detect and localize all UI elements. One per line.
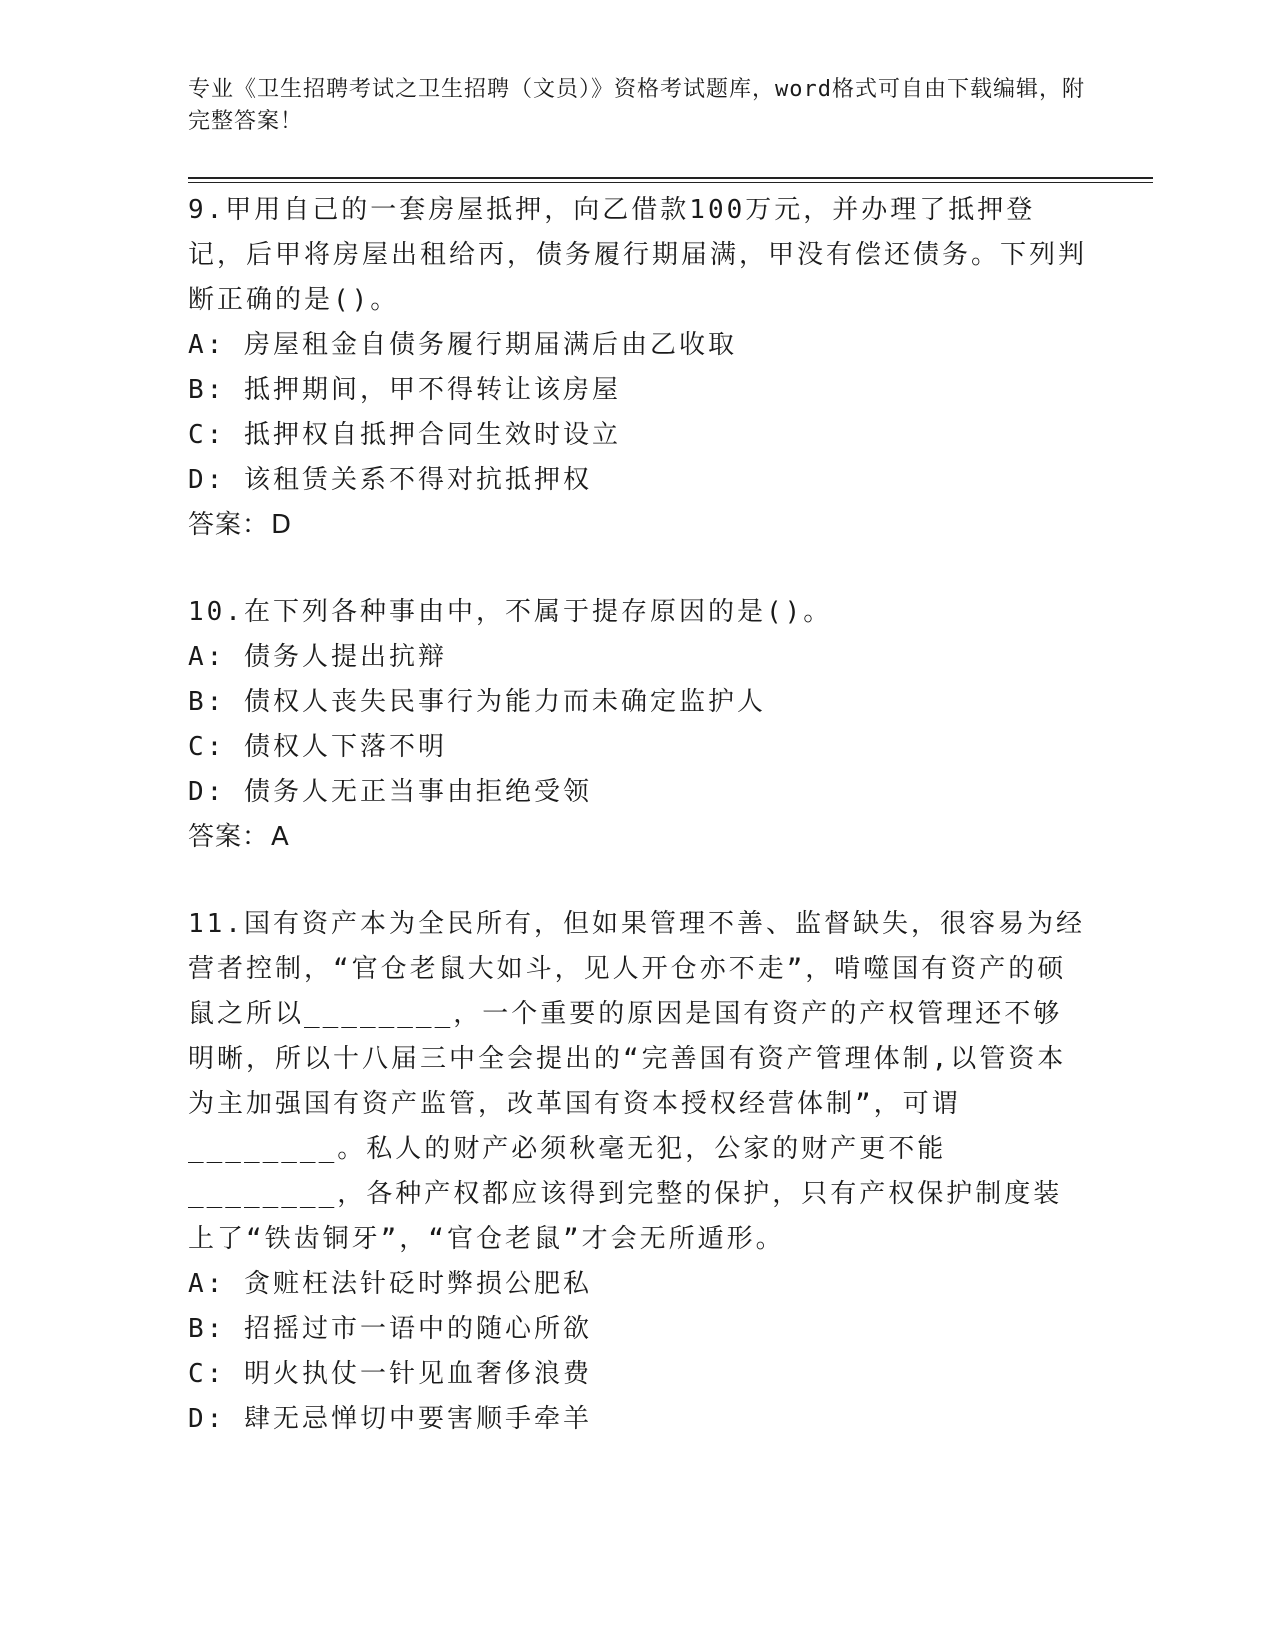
question-9 [188,188,1088,548]
question-text: 10.在下列各种事由中，不属于提存原因的是()。 [188,597,833,627]
option-b: B: 债权人丧失民事行为能力而未确定监护人 [188,687,766,717]
document-header: 专业《卫生招聘考试之卫生招聘（文员）》资格考试题库，word格式可自由下载编辑，附完整答案！ [188,77,1085,134]
answer-line [188,815,1088,860]
option-c: C: 债权人下落不明 [188,732,447,762]
option-c: C: 明火执仗一针见血奢侈浪费 [188,1359,592,1389]
option-a: A: 房屋租金自债务履行期届满后由乙收取 [188,330,737,360]
answer-value: A [271,822,290,852]
question-10 [188,590,1088,860]
answer-value: D [271,510,293,540]
question-11 [188,902,1088,1442]
option-d: D: 债务人无正当事由拒绝受领 [188,777,592,807]
option-d: D: 该租赁关系不得对抗抵押权 [188,465,592,495]
answer-label: 答案： [188,822,270,852]
header-divider-thick [188,177,1153,179]
option-d: D: 肆无忌惮切中要害顺手牵羊 [188,1404,592,1434]
option-c: C: 抵押权自抵押合同生效时设立 [188,420,621,450]
option-b: B: 招摇过市一语中的随心所欲 [188,1314,592,1344]
option-a: A: 债务人提出抗辩 [188,642,447,672]
answer-line [188,503,1088,548]
option-b: B: 抵押期间，甲不得转让该房屋 [188,375,621,405]
question-text: 11.国有资产本为全民所有，但如果管理不善、监督缺失，很容易为经营者控制，“官仓老鼠大如斗，见人开仓亦不走”，啃噬国有资产的硕鼠之所以________，一个重要的原因是国有资产的产权管理还不够明晰，所以十八届三中全会提出的“完善国有资产管理体制,以管资本为主加强国有资产监管，改革国有资本授权经营体制”，可谓________。私人的财产必须秋毫无犯，公家的财产更不能________，各种产权都应该得到完整的保护，只有产权保护制度装上了“铁齿铜牙”，“官仓老鼠”才会无所遁形。 [188,909,1085,1254]
answer-label: 答案： [188,510,270,540]
header-divider-thin [188,182,1153,183]
option-a: A: 贪赃枉法针砭时弊损公肥私 [188,1269,592,1299]
question-list [188,188,1088,1442]
question-text: 9.甲用自己的一套房屋抵押，向乙借款100万元，并办理了抵押登记，后甲将房屋出租给丙，债务履行期届满，甲没有偿还债务。下列判断正确的是()。 [188,195,1088,315]
